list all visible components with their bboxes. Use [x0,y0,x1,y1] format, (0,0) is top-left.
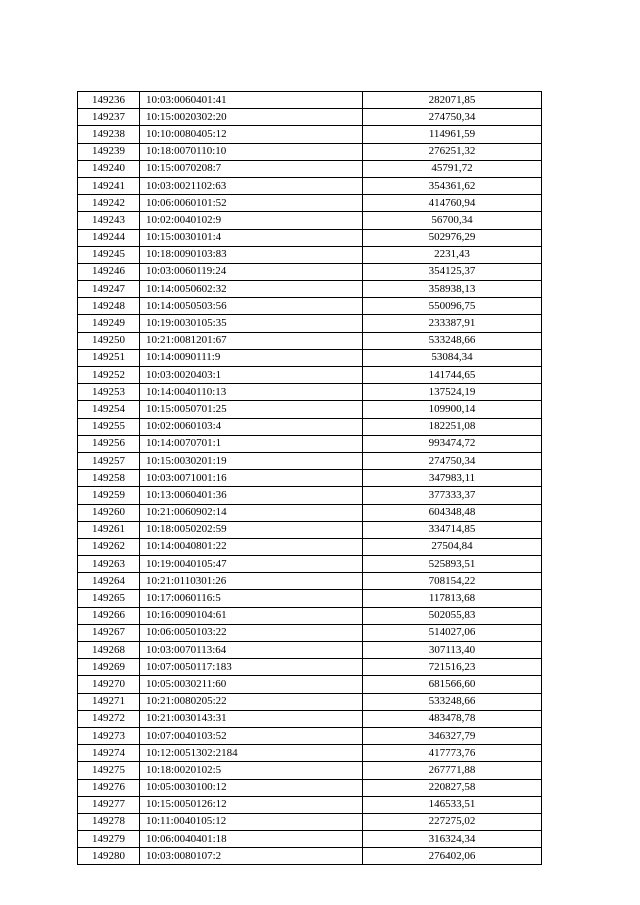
row-number-cell: 149261 [78,521,140,538]
table-row [78,487,542,504]
row-number-cell: 149272 [78,710,140,727]
amount-cell: 354125,37 [363,263,542,280]
table-row [78,452,542,469]
cadastral-number-cell: 10:05:0030211:60 [140,676,363,693]
amount-cell: 27504,84 [363,538,542,555]
amount-cell: 993474,72 [363,435,542,452]
cadastral-number-cell: 10:06:0050103:22 [140,624,363,641]
cadastral-number-cell: 10:21:0060902:14 [140,504,363,521]
row-number-cell: 149258 [78,470,140,487]
row-number-cell: 149240 [78,160,140,177]
amount-cell: 681566,60 [363,676,542,693]
data-table [77,91,542,865]
cadastral-number-cell: 10:18:0020102:5 [140,762,363,779]
cadastral-number-cell: 10:15:0030101:4 [140,229,363,246]
amount-cell: 550096,75 [363,298,542,315]
table-row [78,573,542,590]
row-number-cell: 149244 [78,229,140,246]
table-row [78,727,542,744]
amount-cell: 316324,34 [363,831,542,848]
table-row [78,590,542,607]
table-row [78,315,542,332]
row-number-cell: 149251 [78,349,140,366]
amount-cell: 358938,13 [363,281,542,298]
amount-cell: 56700,34 [363,212,542,229]
row-number-cell: 149277 [78,796,140,813]
row-number-cell: 149246 [78,263,140,280]
cadastral-number-cell: 10:03:0071001:16 [140,470,363,487]
row-number-cell: 149256 [78,435,140,452]
row-number-cell: 149270 [78,676,140,693]
row-number-cell: 149242 [78,195,140,212]
table-row [78,384,542,401]
row-number-cell: 149267 [78,624,140,641]
cadastral-number-cell: 10:07:0050117:183 [140,659,363,676]
cadastral-number-cell: 10:02:0040102:9 [140,212,363,229]
amount-cell: 377333,37 [363,487,542,504]
row-number-cell: 149279 [78,831,140,848]
cadastral-number-cell: 10:03:0080107:2 [140,848,363,865]
cadastral-number-cell: 10:07:0040103:52 [140,727,363,744]
table-row [78,779,542,796]
row-number-cell: 149280 [78,848,140,865]
amount-cell: 114961,59 [363,126,542,143]
table-row [78,349,542,366]
table-row [78,831,542,848]
table-row [78,126,542,143]
cadastral-number-cell: 10:14:0090111:9 [140,349,363,366]
amount-cell: 276251,32 [363,143,542,160]
row-number-cell: 149271 [78,693,140,710]
cadastral-number-cell: 10:15:0020302:20 [140,109,363,126]
table-row [78,624,542,641]
cadastral-number-cell: 10:03:0060119:24 [140,263,363,280]
cadastral-number-cell: 10:21:0080205:22 [140,693,363,710]
table-row [78,435,542,452]
cadastral-number-cell: 10:14:0050503:56 [140,298,363,315]
table-row [78,607,542,624]
amount-cell: 274750,34 [363,109,542,126]
amount-cell: 274750,34 [363,452,542,469]
cadastral-number-cell: 10:15:0050126:12 [140,796,363,813]
amount-cell: 45791,72 [363,160,542,177]
row-number-cell: 149247 [78,281,140,298]
amount-cell: 334714,85 [363,521,542,538]
cadastral-number-cell: 10:14:0040110:13 [140,384,363,401]
row-number-cell: 149254 [78,401,140,418]
amount-cell: 233387,91 [363,315,542,332]
table-row [78,659,542,676]
amount-cell: 276402,06 [363,848,542,865]
row-number-cell: 149278 [78,813,140,830]
amount-cell: 109900,14 [363,401,542,418]
cadastral-number-cell: 10:21:0081201:67 [140,332,363,349]
table-row [78,848,542,865]
amount-cell: 721516,23 [363,659,542,676]
cadastral-number-cell: 10:03:0070113:64 [140,642,363,659]
table-row [78,332,542,349]
cadastral-number-cell: 10:03:0060401:41 [140,92,363,109]
table-row [78,263,542,280]
amount-cell: 267771,88 [363,762,542,779]
row-number-cell: 149255 [78,418,140,435]
amount-cell: 141744,65 [363,367,542,384]
amount-cell: 514027,06 [363,624,542,641]
amount-cell: 137524,19 [363,384,542,401]
table-row [78,642,542,659]
amount-cell: 354361,62 [363,177,542,194]
amount-cell: 227275,02 [363,813,542,830]
row-number-cell: 149252 [78,367,140,384]
row-number-cell: 149269 [78,659,140,676]
amount-cell: 220827,58 [363,779,542,796]
row-number-cell: 149265 [78,590,140,607]
row-number-cell: 149260 [78,504,140,521]
cadastral-number-cell: 10:11:0040105:12 [140,813,363,830]
table-row [78,418,542,435]
cadastral-number-cell: 10:12:0051302:2184 [140,745,363,762]
table-row [78,109,542,126]
table-row [78,504,542,521]
cadastral-number-cell: 10:19:0040105:47 [140,556,363,573]
row-number-cell: 149268 [78,642,140,659]
cadastral-number-cell: 10:10:0080405:12 [140,126,363,143]
cadastral-number-cell: 10:13:0060401:36 [140,487,363,504]
table-row [78,229,542,246]
cadastral-number-cell: 10:06:0060101:52 [140,195,363,212]
amount-cell: 483478,78 [363,710,542,727]
row-number-cell: 149262 [78,538,140,555]
row-number-cell: 149236 [78,92,140,109]
amount-cell: 117813,68 [363,590,542,607]
amount-cell: 414760,94 [363,195,542,212]
amount-cell: 146533,51 [363,796,542,813]
table-row [78,143,542,160]
cadastral-number-cell: 10:18:0050202:59 [140,521,363,538]
table-row [78,676,542,693]
row-number-cell: 149241 [78,177,140,194]
amount-cell: 282071,85 [363,92,542,109]
table-row [78,521,542,538]
table-row [78,693,542,710]
amount-cell: 533248,66 [363,332,542,349]
cadastral-number-cell: 10:17:0060116:5 [140,590,363,607]
cadastral-number-cell: 10:15:0030201:19 [140,452,363,469]
row-number-cell: 149249 [78,315,140,332]
amount-cell: 53084,34 [363,349,542,366]
row-number-cell: 149248 [78,298,140,315]
cadastral-number-cell: 10:18:0070110:10 [140,143,363,160]
table-row [78,710,542,727]
cadastral-number-cell: 10:03:0020403:1 [140,367,363,384]
row-number-cell: 149259 [78,487,140,504]
table-row [78,813,542,830]
table-row [78,246,542,263]
row-number-cell: 149273 [78,727,140,744]
row-number-cell: 149266 [78,607,140,624]
cadastral-number-cell: 10:05:0030100:12 [140,779,363,796]
row-number-cell: 149238 [78,126,140,143]
amount-cell: 708154,22 [363,573,542,590]
cadastral-number-cell: 10:18:0090103:83 [140,246,363,263]
row-number-cell: 149274 [78,745,140,762]
cadastral-number-cell: 10:14:0040801:22 [140,538,363,555]
row-number-cell: 149257 [78,452,140,469]
table-row [78,212,542,229]
amount-cell: 182251,08 [363,418,542,435]
table-row [78,556,542,573]
cadastral-number-cell: 10:02:0060103:4 [140,418,363,435]
cadastral-number-cell: 10:15:0070208:7 [140,160,363,177]
row-number-cell: 149276 [78,779,140,796]
amount-cell: 2231,43 [363,246,542,263]
amount-cell: 307113,40 [363,642,542,659]
row-number-cell: 149245 [78,246,140,263]
amount-cell: 604348,48 [363,504,542,521]
row-number-cell: 149237 [78,109,140,126]
table-row [78,796,542,813]
table-row [78,762,542,779]
amount-cell: 525893,51 [363,556,542,573]
row-number-cell: 149253 [78,384,140,401]
row-number-cell: 149263 [78,556,140,573]
amount-cell: 417773,76 [363,745,542,762]
table-row [78,470,542,487]
table-body [78,92,542,865]
table-row [78,367,542,384]
table-row [78,92,542,109]
table-row [78,745,542,762]
cadastral-number-cell: 10:21:0030143:31 [140,710,363,727]
table-row [78,281,542,298]
table-row [78,160,542,177]
amount-cell: 502976,29 [363,229,542,246]
table-row [78,177,542,194]
amount-cell: 346327,79 [363,727,542,744]
cadastral-number-cell: 10:21:0110301:26 [140,573,363,590]
row-number-cell: 149264 [78,573,140,590]
row-number-cell: 149239 [78,143,140,160]
table-row [78,298,542,315]
cadastral-number-cell: 10:19:0030105:35 [140,315,363,332]
row-number-cell: 149250 [78,332,140,349]
table-row [78,538,542,555]
amount-cell: 502055,83 [363,607,542,624]
table-row [78,401,542,418]
amount-cell: 347983,11 [363,470,542,487]
cadastral-number-cell: 10:14:0070701:1 [140,435,363,452]
table-row [78,195,542,212]
cadastral-number-cell: 10:14:0050602:32 [140,281,363,298]
cadastral-number-cell: 10:06:0040401:18 [140,831,363,848]
cadastral-number-cell: 10:03:0021102:63 [140,177,363,194]
amount-cell: 533248,66 [363,693,542,710]
cadastral-number-cell: 10:16:0090104:61 [140,607,363,624]
cadastral-number-cell: 10:15:0050701:25 [140,401,363,418]
row-number-cell: 149243 [78,212,140,229]
row-number-cell: 149275 [78,762,140,779]
